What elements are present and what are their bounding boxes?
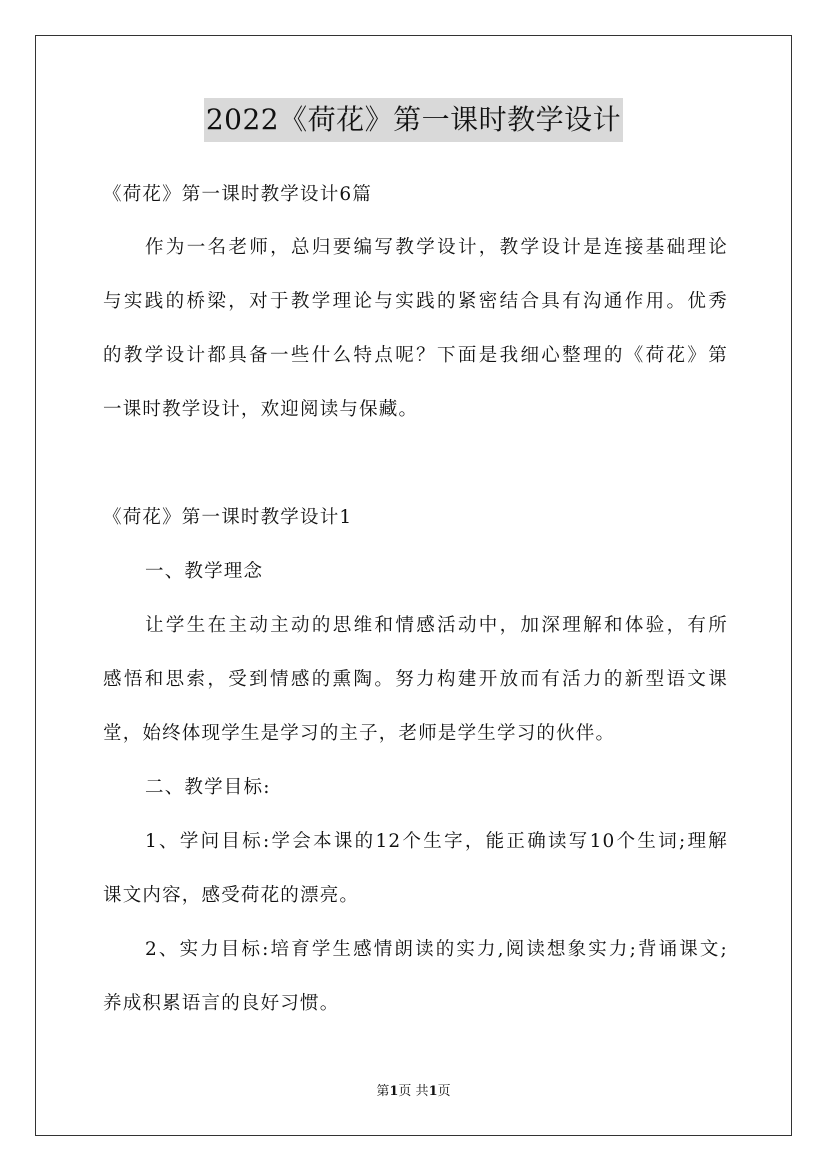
intro-line: 的教学设计都具备一些什么特点呢？下面是我细心整理的《荷花》第 xyxy=(103,345,728,366)
goal-line: 养成积累语言的良好习惯。 xyxy=(103,993,340,1014)
idea-line: 让学生在主动主动的思维和情感活动中，加深理解和体验，有所 xyxy=(145,615,728,636)
idea-heading: 一、教学理念 xyxy=(145,561,264,582)
intro-line: 一课时教学设计，欢迎阅读与保藏。 xyxy=(103,399,419,420)
section-heading: 《荷花》第一课时教学设计1 xyxy=(103,507,353,528)
goal-line: 1、学问目标:学会本课的12个生字，能正确读写10个生词;理解 xyxy=(145,831,728,852)
page-total: 1 xyxy=(428,1084,438,1099)
title-container xyxy=(0,98,827,142)
document-title: 2022《荷花》第一课时教学设计 xyxy=(204,98,623,142)
idea-line: 感悟和思索，受到情感的熏陶。努力构建开放而有活力的新型语文课 xyxy=(103,669,728,690)
goal-heading: 二、教学目标: xyxy=(145,777,271,798)
page-footer xyxy=(0,1083,827,1101)
footer-prefix: 第 xyxy=(376,1084,390,1099)
goal-line: 课文内容，感受荷花的漂亮。 xyxy=(103,885,360,906)
goal-line: 2、实力目标:培育学生感情朗读的实力,阅读想象实力;背诵课文; xyxy=(145,939,728,960)
footer-suffix: 页 xyxy=(437,1084,451,1099)
footer-mid: 页 共 xyxy=(398,1084,429,1099)
intro-line: 作为一名老师，总归要编写教学设计，教学设计是连接基础理论 xyxy=(145,237,728,258)
idea-line: 堂，始终体现学生是学习的主子，老师是学生学习的伙伴。 xyxy=(103,723,616,744)
page-number: 1 xyxy=(389,1084,399,1099)
document-subtitle: 《荷花》第一课时教学设计6篇 xyxy=(103,184,373,205)
intro-line: 与实践的桥梁，对于教学理论与实践的紧密结合具有沟通作用。优秀 xyxy=(103,291,728,312)
